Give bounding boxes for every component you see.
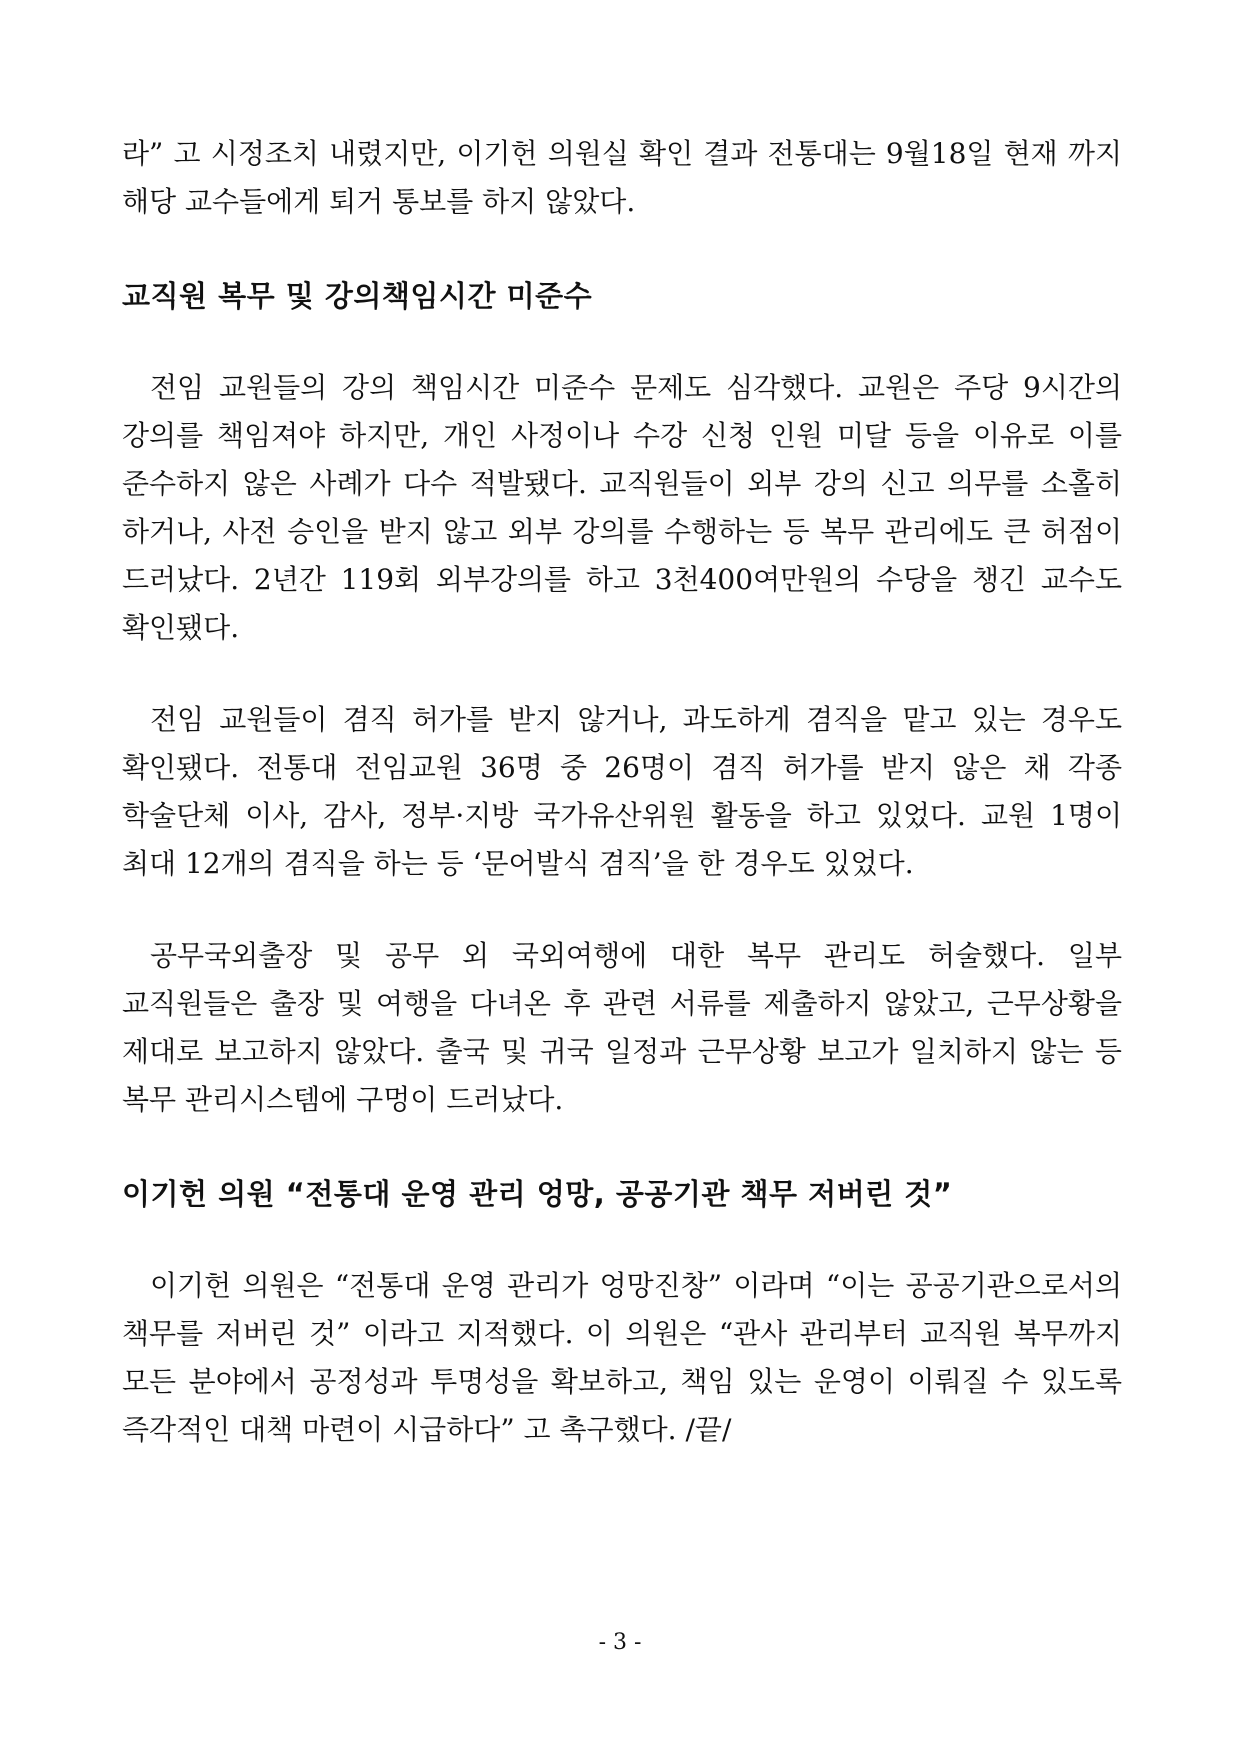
spacer xyxy=(122,1218,1122,1262)
spacer xyxy=(122,320,1122,364)
paragraph-lecture-hours: 전임 교원들의 강의 책임시간 미준수 문제도 심각했다. 교원은 주당 9시간의 강의를 책임져야 하지만, 개인 사정이나 수강 신청 인원 미달 등을 이유로 이를 준수하지 않은 사례가 다수 적발됐다. 교직원들이 외부 강의 신고 의무를 소홀히 하거나, 사전 승인을 받지 않고 외부 강의를 수행하는 등 복무 관리에도 큰 허점이 드러났다. 2년간 119회 외부강의를 하고 3천400여만원의 수당을 챙긴 교수도 확인됐다. xyxy=(122,371,1122,644)
paragraph-concurrent-posts: 전임 교원들이 겸직 허가를 받지 않거나, 과도하게 겸직을 맡고 있는 경우도 확인됐다. 전통대 전임교원 36명 중 26명이 겸직 허가를 받지 않은 채 각종 학술단체 이사, 감사, 정부·지방 국가유산위원 활동을 하고 있었다. 교원 1명이 최대 12개의 겸직을 하는 등 ‘문어발식 겸직’을 한 경우도 있었다. xyxy=(122,703,1122,880)
paragraph-statement: 이기헌 의원은 “전통대 운영 관리가 엉망진창” 이라며 “이는 공공기관으로서의 책무를 저버린 것” 이라고 지적했다. 이 의원은 “관사 관리부터 교직원 복무까지 모든 분야에서 공정성과 투명성을 확보하고, 책임 있는 운영이 이뤄질 수 있도록 즉각적인 대책 마련이 시급하다” 고 촉구했다. /끝/ xyxy=(122,1269,1122,1446)
page-number: - 3 - xyxy=(598,1630,642,1655)
section-heading-duty-lecture-hours: 교직원 복무 및 강의책임시간 미준수 xyxy=(122,279,593,313)
spacer xyxy=(122,1124,1122,1170)
paragraph-continuation: 라” 고 시정조치 내렸지만, 이기헌 의원실 확인 결과 전통대는 9월18일 현재 까지 해당 교수들에게 퇴거 통보를 하지 않았다. xyxy=(122,137,1122,218)
spacer xyxy=(122,888,1122,932)
spacer xyxy=(122,652,1122,696)
spacer xyxy=(122,226,1122,272)
paragraph-overseas-travel: 공무국외출장 및 공무 외 국외여행에 대한 복무 관리도 허술했다. 일부 교직원들은 출장 및 여행을 다녀온 후 관련 서류를 제출하지 않았고, 근무상황을 제대로 보고하지 않았다. 출국 및 귀국 일정과 근무상황 보고가 일치하지 않는 등 복무 관리시스템에 구멍이 드러났다. xyxy=(122,939,1122,1116)
document-page xyxy=(122,130,1122,1454)
section-heading-lawmaker-statement: 이기헌 의원 “전통대 운영 관리 엉망, 공공기관 책무 저버린 것” xyxy=(122,1177,953,1211)
